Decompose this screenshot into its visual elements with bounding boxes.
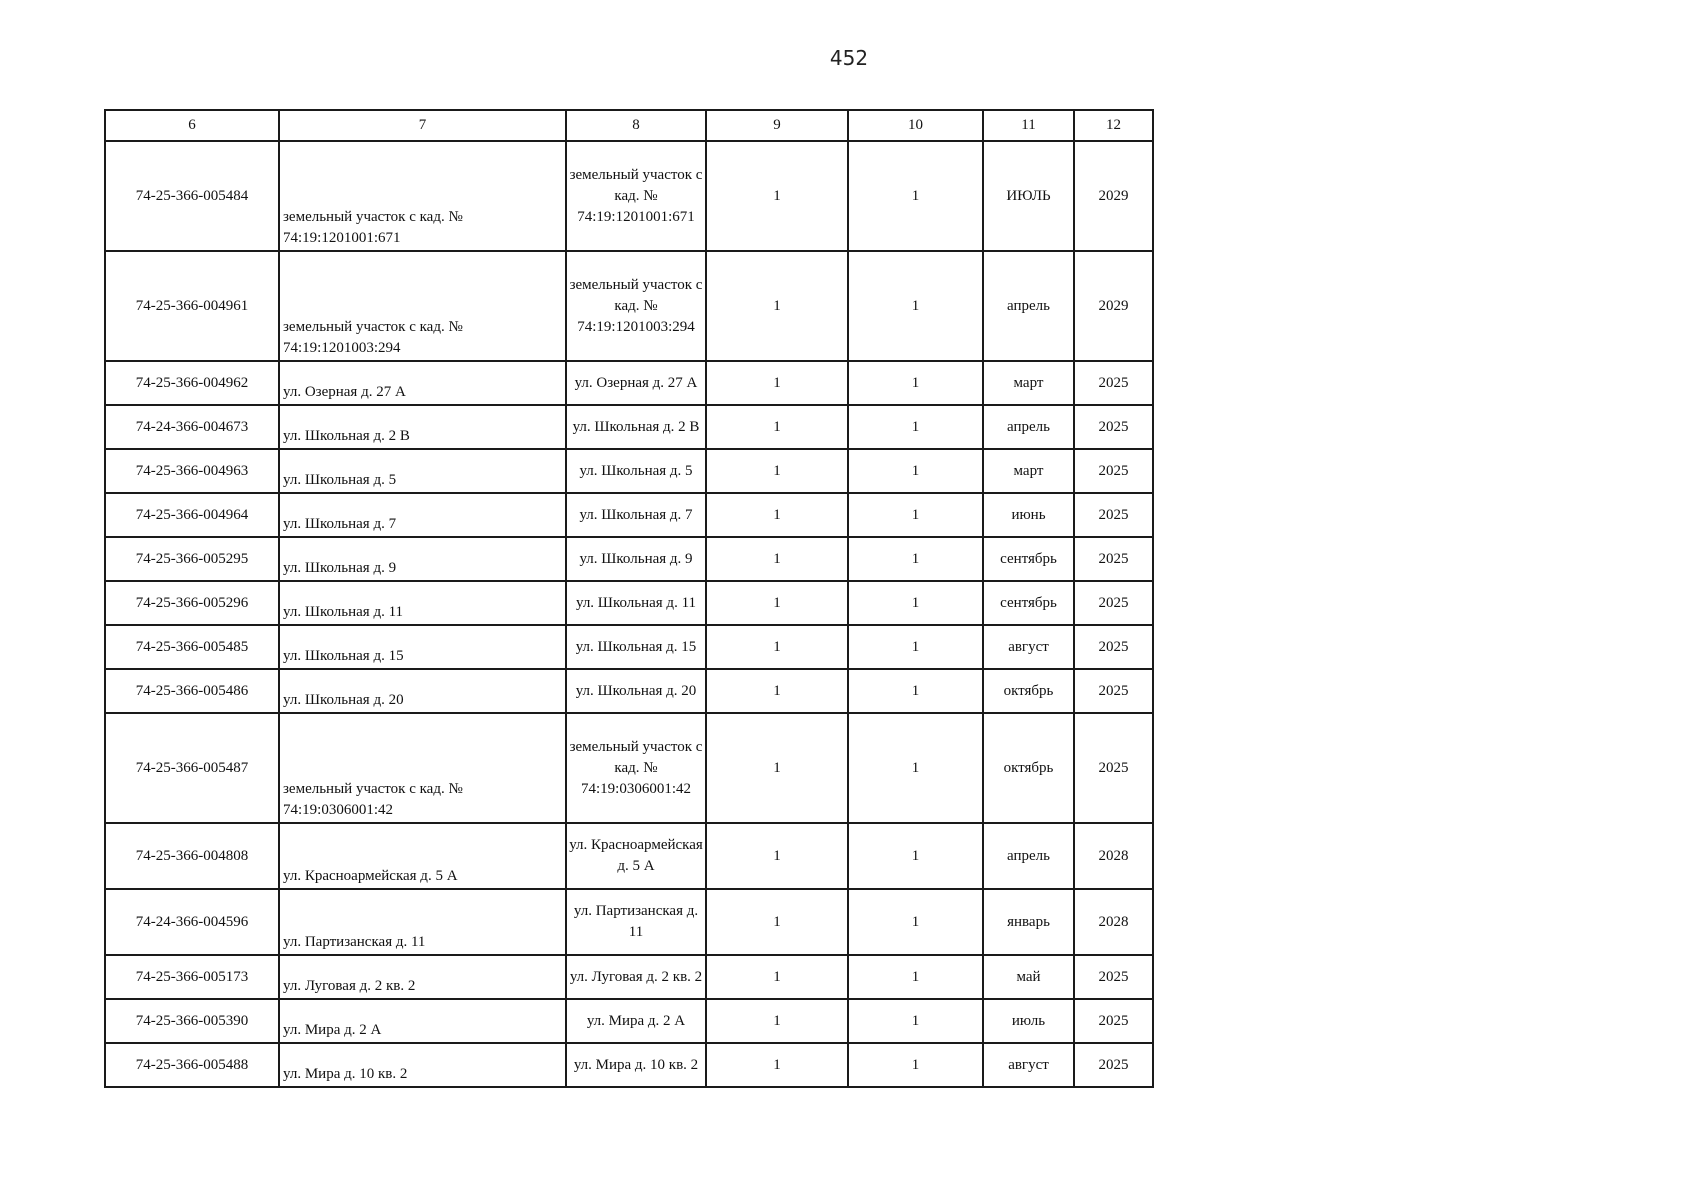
id-cell: 74-25-366-005295 (105, 537, 279, 581)
count-cell: 1 (848, 493, 983, 537)
address-cell: ул. Школьная д. 7 (566, 493, 706, 537)
column-header: 12 (1074, 110, 1153, 141)
month-cell: апрель (983, 251, 1074, 361)
year-cell: 2025 (1074, 955, 1153, 999)
table-row (105, 361, 1153, 405)
column-header: 8 (566, 110, 706, 141)
count-cell: 1 (706, 537, 848, 581)
address-cell: ул. Мира д. 10 кв. 2 (566, 1043, 706, 1087)
count-cell: 1 (706, 581, 848, 625)
month-cell: октябрь (983, 713, 1074, 823)
year-cell: 2025 (1074, 625, 1153, 669)
count-cell: 1 (848, 405, 983, 449)
address-cell: ул. Школьная д. 20 (566, 669, 706, 713)
month-cell: май (983, 955, 1074, 999)
table-row (105, 449, 1153, 493)
table-row (105, 713, 1153, 823)
address-cell: ул. Школьная д. 11 (566, 581, 706, 625)
table-row (105, 251, 1153, 361)
page-number: 452 (829, 46, 869, 70)
id-cell: 74-25-366-005485 (105, 625, 279, 669)
count-cell: 1 (706, 141, 848, 251)
count-cell: 1 (706, 999, 848, 1043)
year-cell: 2029 (1074, 141, 1153, 251)
count-cell: 1 (848, 1043, 983, 1087)
count-cell: 1 (706, 713, 848, 823)
year-cell: 2025 (1074, 581, 1153, 625)
table-row (105, 581, 1153, 625)
year-cell: 2029 (1074, 251, 1153, 361)
count-cell: 1 (706, 405, 848, 449)
month-cell: август (983, 625, 1074, 669)
id-cell: 74-24-366-004673 (105, 405, 279, 449)
id-cell: 74-25-366-005486 (105, 669, 279, 713)
count-cell: 1 (848, 823, 983, 889)
table-row (105, 889, 1153, 955)
column-header: 6 (105, 110, 279, 141)
year-cell: 2025 (1074, 999, 1153, 1043)
column-header: 7 (279, 110, 566, 141)
year-cell: 2028 (1074, 889, 1153, 955)
count-cell: 1 (706, 449, 848, 493)
id-cell: 74-25-366-004964 (105, 493, 279, 537)
address-cell: ул. Мира д. 2 А (566, 999, 706, 1043)
object-cell: ул. Школьная д. 15 (279, 625, 566, 669)
count-cell: 1 (706, 493, 848, 537)
month-cell: март (983, 361, 1074, 405)
object-cell: ул. Школьная д. 2 В (279, 405, 566, 449)
column-header: 10 (848, 110, 983, 141)
count-cell: 1 (706, 1043, 848, 1087)
month-cell: июнь (983, 493, 1074, 537)
table-row (105, 493, 1153, 537)
address-cell: ул. Школьная д. 5 (566, 449, 706, 493)
object-cell: ул. Мира д. 2 А (279, 999, 566, 1043)
table-row (105, 823, 1153, 889)
year-cell: 2025 (1074, 669, 1153, 713)
address-cell: земельный участок с кад. № 74:19:1201003:294 (566, 251, 706, 361)
year-cell: 2025 (1074, 361, 1153, 405)
column-header: 11 (983, 110, 1074, 141)
table-row (105, 625, 1153, 669)
count-cell: 1 (848, 999, 983, 1043)
month-cell: сентябрь (983, 581, 1074, 625)
month-cell: ИЮЛЬ (983, 141, 1074, 251)
address-cell: земельный участок с кад. № 74:19:1201001:671 (566, 141, 706, 251)
address-cell: ул. Школьная д. 2 В (566, 405, 706, 449)
table-row (105, 405, 1153, 449)
count-cell: 1 (848, 449, 983, 493)
address-cell: земельный участок с кад. № 74:19:0306001:42 (566, 713, 706, 823)
address-cell: ул. Школьная д. 9 (566, 537, 706, 581)
month-cell: март (983, 449, 1074, 493)
month-cell: сентябрь (983, 537, 1074, 581)
month-cell: январь (983, 889, 1074, 955)
object-cell: ул. Школьная д. 20 (279, 669, 566, 713)
id-cell: 74-25-366-004808 (105, 823, 279, 889)
year-cell: 2025 (1074, 537, 1153, 581)
id-cell: 74-25-366-005296 (105, 581, 279, 625)
object-cell: ул. Озерная д. 27 А (279, 361, 566, 405)
count-cell: 1 (848, 889, 983, 955)
month-cell: август (983, 1043, 1074, 1087)
count-cell: 1 (848, 713, 983, 823)
column-header: 9 (706, 110, 848, 141)
address-cell: ул. Луговая д. 2 кв. 2 (566, 955, 706, 999)
count-cell: 1 (848, 251, 983, 361)
id-cell: 74-25-366-004963 (105, 449, 279, 493)
id-cell: 74-25-366-005390 (105, 999, 279, 1043)
year-cell: 2028 (1074, 823, 1153, 889)
object-cell: ул. Луговая д. 2 кв. 2 (279, 955, 566, 999)
count-cell: 1 (706, 823, 848, 889)
id-cell: 74-25-366-004961 (105, 251, 279, 361)
address-cell: ул. Школьная д. 15 (566, 625, 706, 669)
table-row (105, 999, 1153, 1043)
count-cell: 1 (848, 669, 983, 713)
object-cell: земельный участок с кад. № 74:19:1201001:671 (279, 141, 566, 251)
object-cell: ул. Школьная д. 5 (279, 449, 566, 493)
register-table (104, 109, 1154, 1088)
count-cell: 1 (706, 625, 848, 669)
count-cell: 1 (706, 955, 848, 999)
count-cell: 1 (706, 889, 848, 955)
table-row (105, 537, 1153, 581)
id-cell: 74-25-366-005488 (105, 1043, 279, 1087)
count-cell: 1 (706, 669, 848, 713)
object-cell: ул. Школьная д. 9 (279, 537, 566, 581)
object-cell: земельный участок с кад. № 74:19:1201003:294 (279, 251, 566, 361)
address-cell: ул. Озерная д. 27 А (566, 361, 706, 405)
id-cell: 74-25-366-004962 (105, 361, 279, 405)
year-cell: 2025 (1074, 1043, 1153, 1087)
table-row (105, 955, 1153, 999)
address-cell: ул. Красноармейская д. 5 А (566, 823, 706, 889)
object-cell: ул. Мира д. 10 кв. 2 (279, 1043, 566, 1087)
object-cell: ул. Партизанская д. 11 (279, 889, 566, 955)
month-cell: июль (983, 999, 1074, 1043)
table-row (105, 1043, 1153, 1087)
id-cell: 74-24-366-004596 (105, 889, 279, 955)
table-row (105, 141, 1153, 251)
count-cell: 1 (848, 361, 983, 405)
month-cell: апрель (983, 823, 1074, 889)
object-cell: ул. Школьная д. 7 (279, 493, 566, 537)
year-cell: 2025 (1074, 713, 1153, 823)
count-cell: 1 (848, 537, 983, 581)
year-cell: 2025 (1074, 449, 1153, 493)
count-cell: 1 (848, 955, 983, 999)
header-row (105, 110, 1153, 141)
count-cell: 1 (706, 251, 848, 361)
id-cell: 74-25-366-005173 (105, 955, 279, 999)
month-cell: октябрь (983, 669, 1074, 713)
count-cell: 1 (706, 361, 848, 405)
count-cell: 1 (848, 581, 983, 625)
year-cell: 2025 (1074, 405, 1153, 449)
object-cell: ул. Школьная д. 11 (279, 581, 566, 625)
count-cell: 1 (848, 625, 983, 669)
id-cell: 74-25-366-005484 (105, 141, 279, 251)
address-cell: ул. Партизанская д. 11 (566, 889, 706, 955)
object-cell: земельный участок с кад. № 74:19:0306001:42 (279, 713, 566, 823)
year-cell: 2025 (1074, 493, 1153, 537)
id-cell: 74-25-366-005487 (105, 713, 279, 823)
month-cell: апрель (983, 405, 1074, 449)
count-cell: 1 (848, 141, 983, 251)
table-row (105, 669, 1153, 713)
object-cell: ул. Красноармейская д. 5 А (279, 823, 566, 889)
